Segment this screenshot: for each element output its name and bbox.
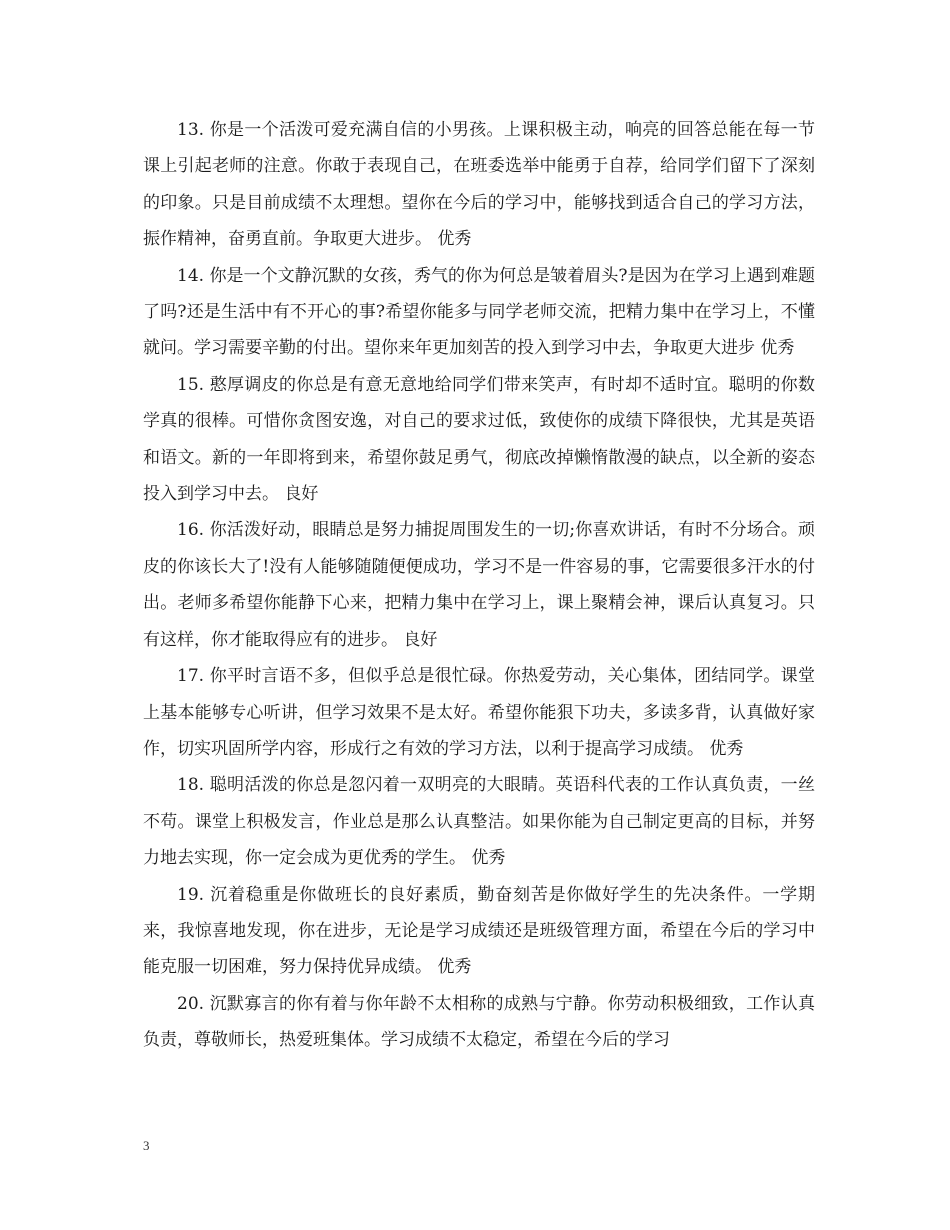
comment-paragraph-14: 14. 你是一个文静沉默的女孩，秀气的你为何总是皱着眉头?是因为在学习上遇到难题了吗?还是生活中有不开心的事?希望你能多与同学老师交流，把精力集中在学习上，不懂就问。学习需要辛勤的付出。望你来年更加刻苦的投入到学习中去，争取更大进步 优秀 — [143, 265, 815, 359]
comment-paragraph-15: 15. 憨厚调皮的你总是有意无意地给同学们带来笑声，有时却不适时宜。聪明的你数学真的很棒。可惜你贪图安逸，对自己的要求过低，致使你的成绩下降很快，尤其是英语和语文。新的一年即将到来，希望你鼓足勇气，彻底改掉懒惰散漫的缺点，以全新的姿态投入到学习中去。 良好 — [143, 374, 815, 505]
page-body — [143, 112, 815, 1059]
page-number: 3 — [143, 1138, 150, 1153]
comment-paragraph-18: 18. 聪明活泼的你总是忽闪着一双明亮的大眼睛。英语科代表的工作认真负责，一丝不苟。课堂上积极发言，作业总是那么认真整洁。如果你能为自己制定更高的目标，并努力地去实现，你一定会成为更优秀的学生。 优秀 — [143, 775, 815, 869]
comment-paragraph-17: 17. 你平时言语不多，但似乎总是很忙碌。你热爱劳动，关心集体，团结同学。课堂上基本能够专心听讲，但学习效果不是太好。希望你能狠下功夫，多读多背，认真做好家作，切实巩固所学内容，形成行之有效的学习方法，以利于提高学习成绩。 优秀 — [143, 666, 815, 759]
comment-paragraph-16: 16. 你活泼好动，眼睛总是努力捕捉周围发生的一切;你喜欢讲话，有时不分场合。顽皮的你该长大了!没有人能够随随便便成功，学习不是一件容易的事，它需要很多汗水的付出。老师多希望你能静下心来，把精力集中在学习上，课上聚精会神，课后认真复习。只有这样，你才能取得应有的进步。 良好 — [143, 520, 815, 650]
comment-paragraph-19: 19. 沉着稳重是你做班长的良好素质，勤奋刻苦是你做好学生的先决条件。一学期来，我惊喜地发现，你在进步，无论是学习成绩还是班级管理方面，希望在今后的学习中能克服一切困难，努力保持优异成绩。 优秀 — [143, 884, 815, 978]
comment-paragraph-13: 13. 你是一个活泼可爱充满自信的小男孩。上课积极主动，响亮的回答总能在每一节课上引起老师的注意。你敢于表现自己，在班委选举中能勇于自荐，给同学们留下了深刻的印象。只是目前成绩不太理想。望你在今后的学习中，能够找到适合自己的学习方法，振作精神，奋勇直前。争取更大进步。 优秀 — [143, 120, 815, 250]
comment-paragraph-20: 20. 沉默寡言的你有着与你年龄不太相称的成熟与宁静。你劳动积极细致，工作认真负责，尊敬师长，热爱班集体。学习成绩不太稳定，希望在今后的学习 — [143, 993, 815, 1051]
